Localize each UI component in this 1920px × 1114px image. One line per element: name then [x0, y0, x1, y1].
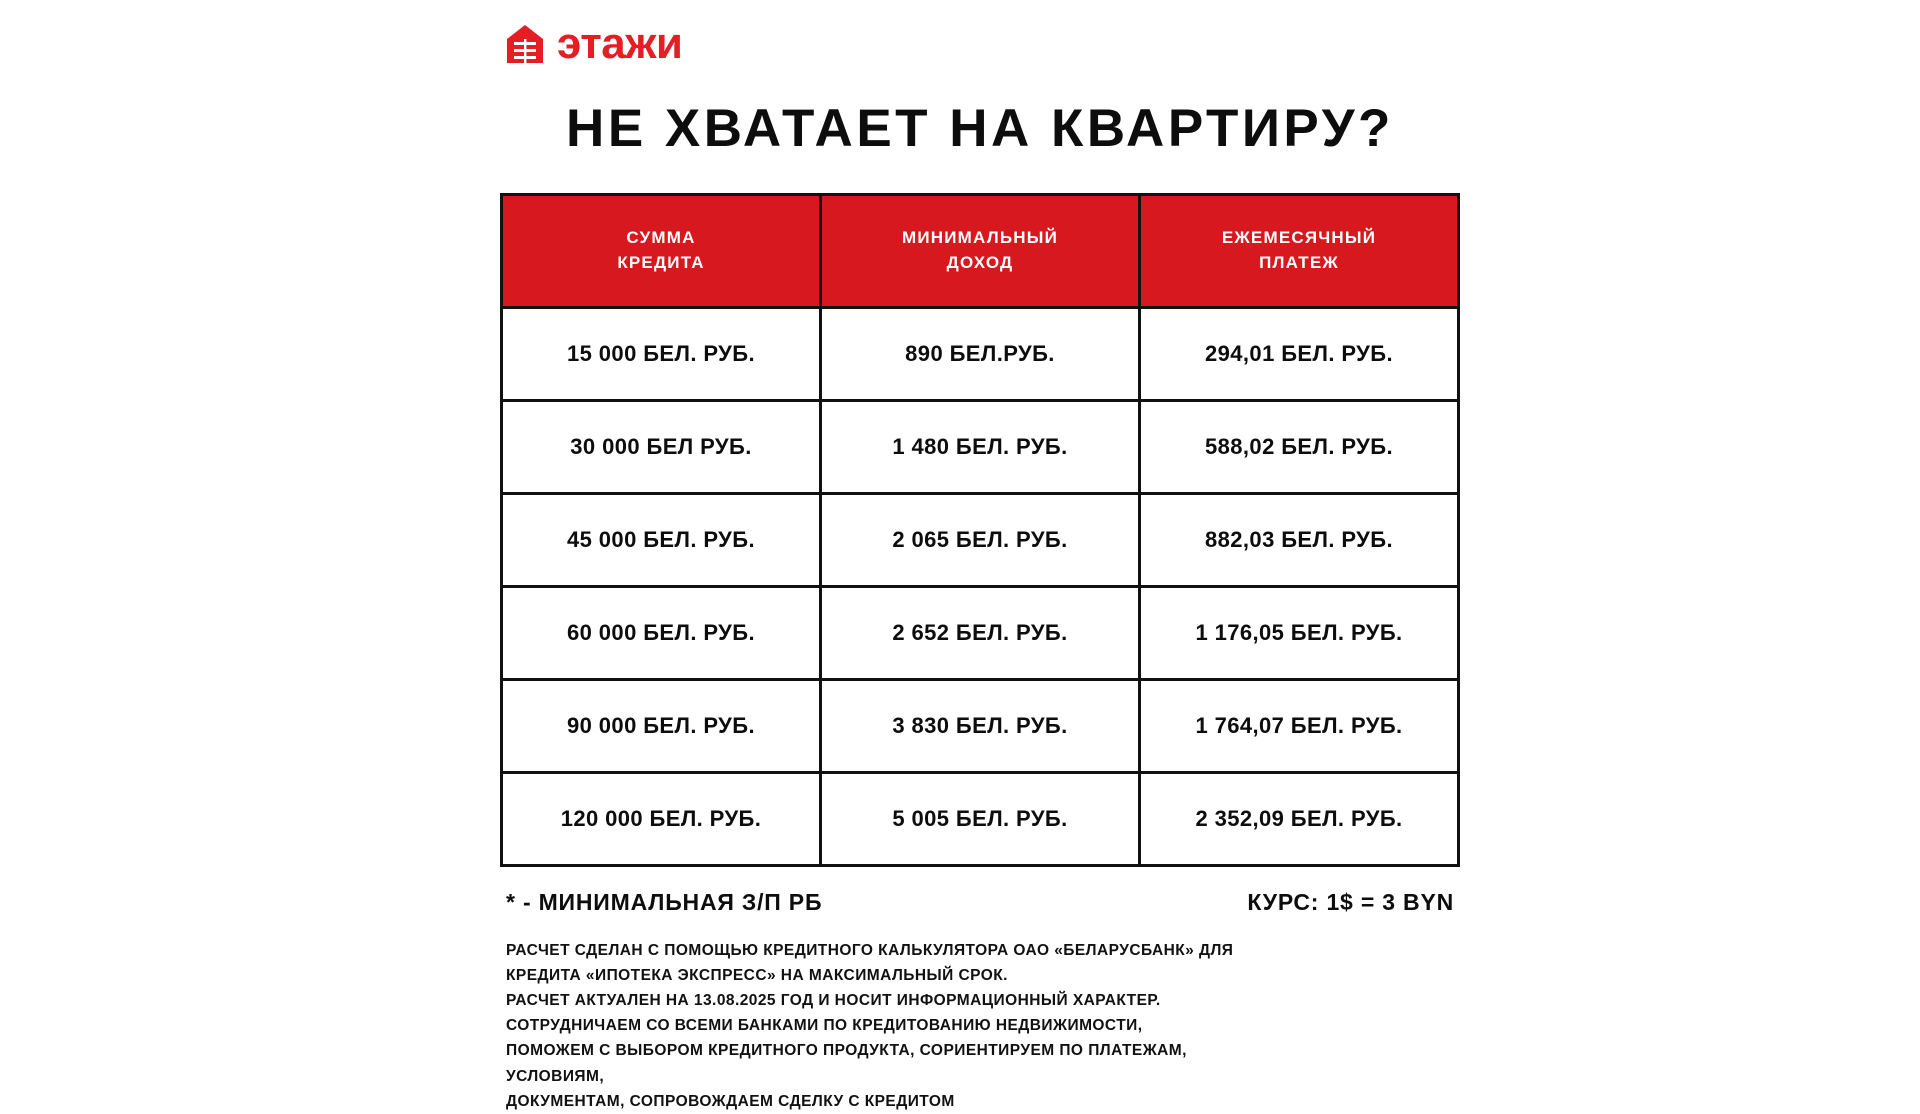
cell-min-income: 1 480 БЕЛ. РУБ. [821, 401, 1140, 494]
disclaimer-line: УСЛОВИЯМ, [506, 1067, 605, 1085]
table-row [502, 587, 1459, 680]
cell-min-income: 3 830 БЕЛ. РУБ. [821, 680, 1140, 773]
cell-monthly-payment: 294,01 БЕЛ. РУБ. [1140, 308, 1459, 401]
table-row [502, 308, 1459, 401]
table-header-row [502, 195, 1459, 308]
poster-content [500, 0, 1460, 1110]
column-header-line-1: СУММА [626, 228, 696, 248]
column-header-loan-amount [502, 195, 821, 308]
column-header-line-2: ПЛАТЕЖ [1259, 253, 1339, 272]
cell-loan-amount: 15 000 БЕЛ. РУБ. [502, 308, 821, 401]
disclaimer-line: ДОКУМЕНТАМ, СОПРОВОЖДАЕМ СДЕЛКУ С КРЕДИТОМ [506, 1092, 955, 1110]
table-row [502, 401, 1459, 494]
cell-monthly-payment: 1 176,05 БЕЛ. РУБ. [1140, 587, 1459, 680]
cell-loan-amount: 45 000 БЕЛ. РУБ. [502, 494, 821, 587]
disclaimer-line: ПОМОЖЕМ С ВЫБОРОМ КРЕДИТНОГО ПРОДУКТА, СОРИЕНТИРУЕМ ПО ПЛАТЕЖАМ, [506, 1042, 1187, 1060]
disclaimer-line: КРЕДИТА «ИПОТЕКА ЭКСПРЕСС» НА МАКСИМАЛЬНЫЙ СРОК. [506, 967, 1008, 985]
cell-monthly-payment: 882,03 БЕЛ. РУБ. [1140, 494, 1459, 587]
column-header-min-income [821, 195, 1140, 308]
cell-loan-amount: 90 000 БЕЛ. РУБ. [502, 680, 821, 773]
brand-logo[interactable] [500, 0, 1460, 66]
credit-table [500, 193, 1460, 867]
table-row [502, 494, 1459, 587]
table-row [502, 680, 1459, 773]
note-min-salary: * - МИНИМАЛЬНАЯ З/П РБ [506, 889, 823, 915]
cell-min-income: 890 БЕЛ.РУБ. [821, 308, 1140, 401]
cell-monthly-payment: 588,02 БЕЛ. РУБ. [1140, 401, 1459, 494]
disclaimer-line: СОТРУДНИЧАЕМ СО ВСЕМИ БАНКАМИ ПО КРЕДИТОВАНИЮ НЕДВИЖИМОСТИ, [506, 1017, 1143, 1035]
table-body [502, 308, 1459, 866]
cell-loan-amount: 120 000 БЕЛ. РУБ. [502, 773, 821, 866]
brand-name: этажи [557, 19, 683, 68]
table-row [502, 773, 1459, 866]
column-header-line-1: ЕЖЕМЕСЯЧНЫЙ [1221, 228, 1377, 248]
building-icon [505, 23, 545, 65]
disclaimer-block [500, 938, 1460, 1114]
cell-min-income: 2 652 БЕЛ. РУБ. [821, 587, 1140, 680]
column-header-line-2: КРЕДИТА [617, 253, 705, 272]
disclaimer-line: РАСЧЕТ СДЕЛАН С ПОМОЩЬЮ КРЕДИТНОГО КАЛЬКУЛЯТОРА ОАО «БЕЛАРУСБАНК» ДЛЯ [506, 942, 1234, 959]
page-title: НЕ ХВАТАЕТ НА КВАРТИРУ? [566, 99, 1394, 158]
column-header-line-2: ДОХОД [946, 253, 1014, 272]
disclaimer-line: РАСЧЕТ АКТУАЛЕН НА 13.08.2025 ГОД И НОСИТ ИНФОРМАЦИОННЫЙ ХАРАКТЕР. [506, 992, 1161, 1010]
cell-loan-amount: 60 000 БЕЛ. РУБ. [502, 587, 821, 680]
column-header-line-1: МИНИМАЛЬНЫЙ [901, 228, 1058, 248]
cell-loan-amount: 30 000 БЕЛ РУБ. [502, 401, 821, 494]
credit-table-wrapper [500, 193, 1460, 867]
cell-monthly-payment: 2 352,09 БЕЛ. РУБ. [1140, 773, 1459, 866]
cell-min-income: 2 065 БЕЛ. РУБ. [821, 494, 1140, 587]
note-exchange-rate: КУРС: 1$ = 3 BYN [1247, 889, 1454, 915]
notes-row [500, 889, 1460, 916]
column-header-monthly-payment [1140, 195, 1459, 308]
cell-monthly-payment: 1 764,07 БЕЛ. РУБ. [1140, 680, 1459, 773]
table-header [502, 195, 1459, 308]
cell-min-income: 5 005 БЕЛ. РУБ. [821, 773, 1140, 866]
